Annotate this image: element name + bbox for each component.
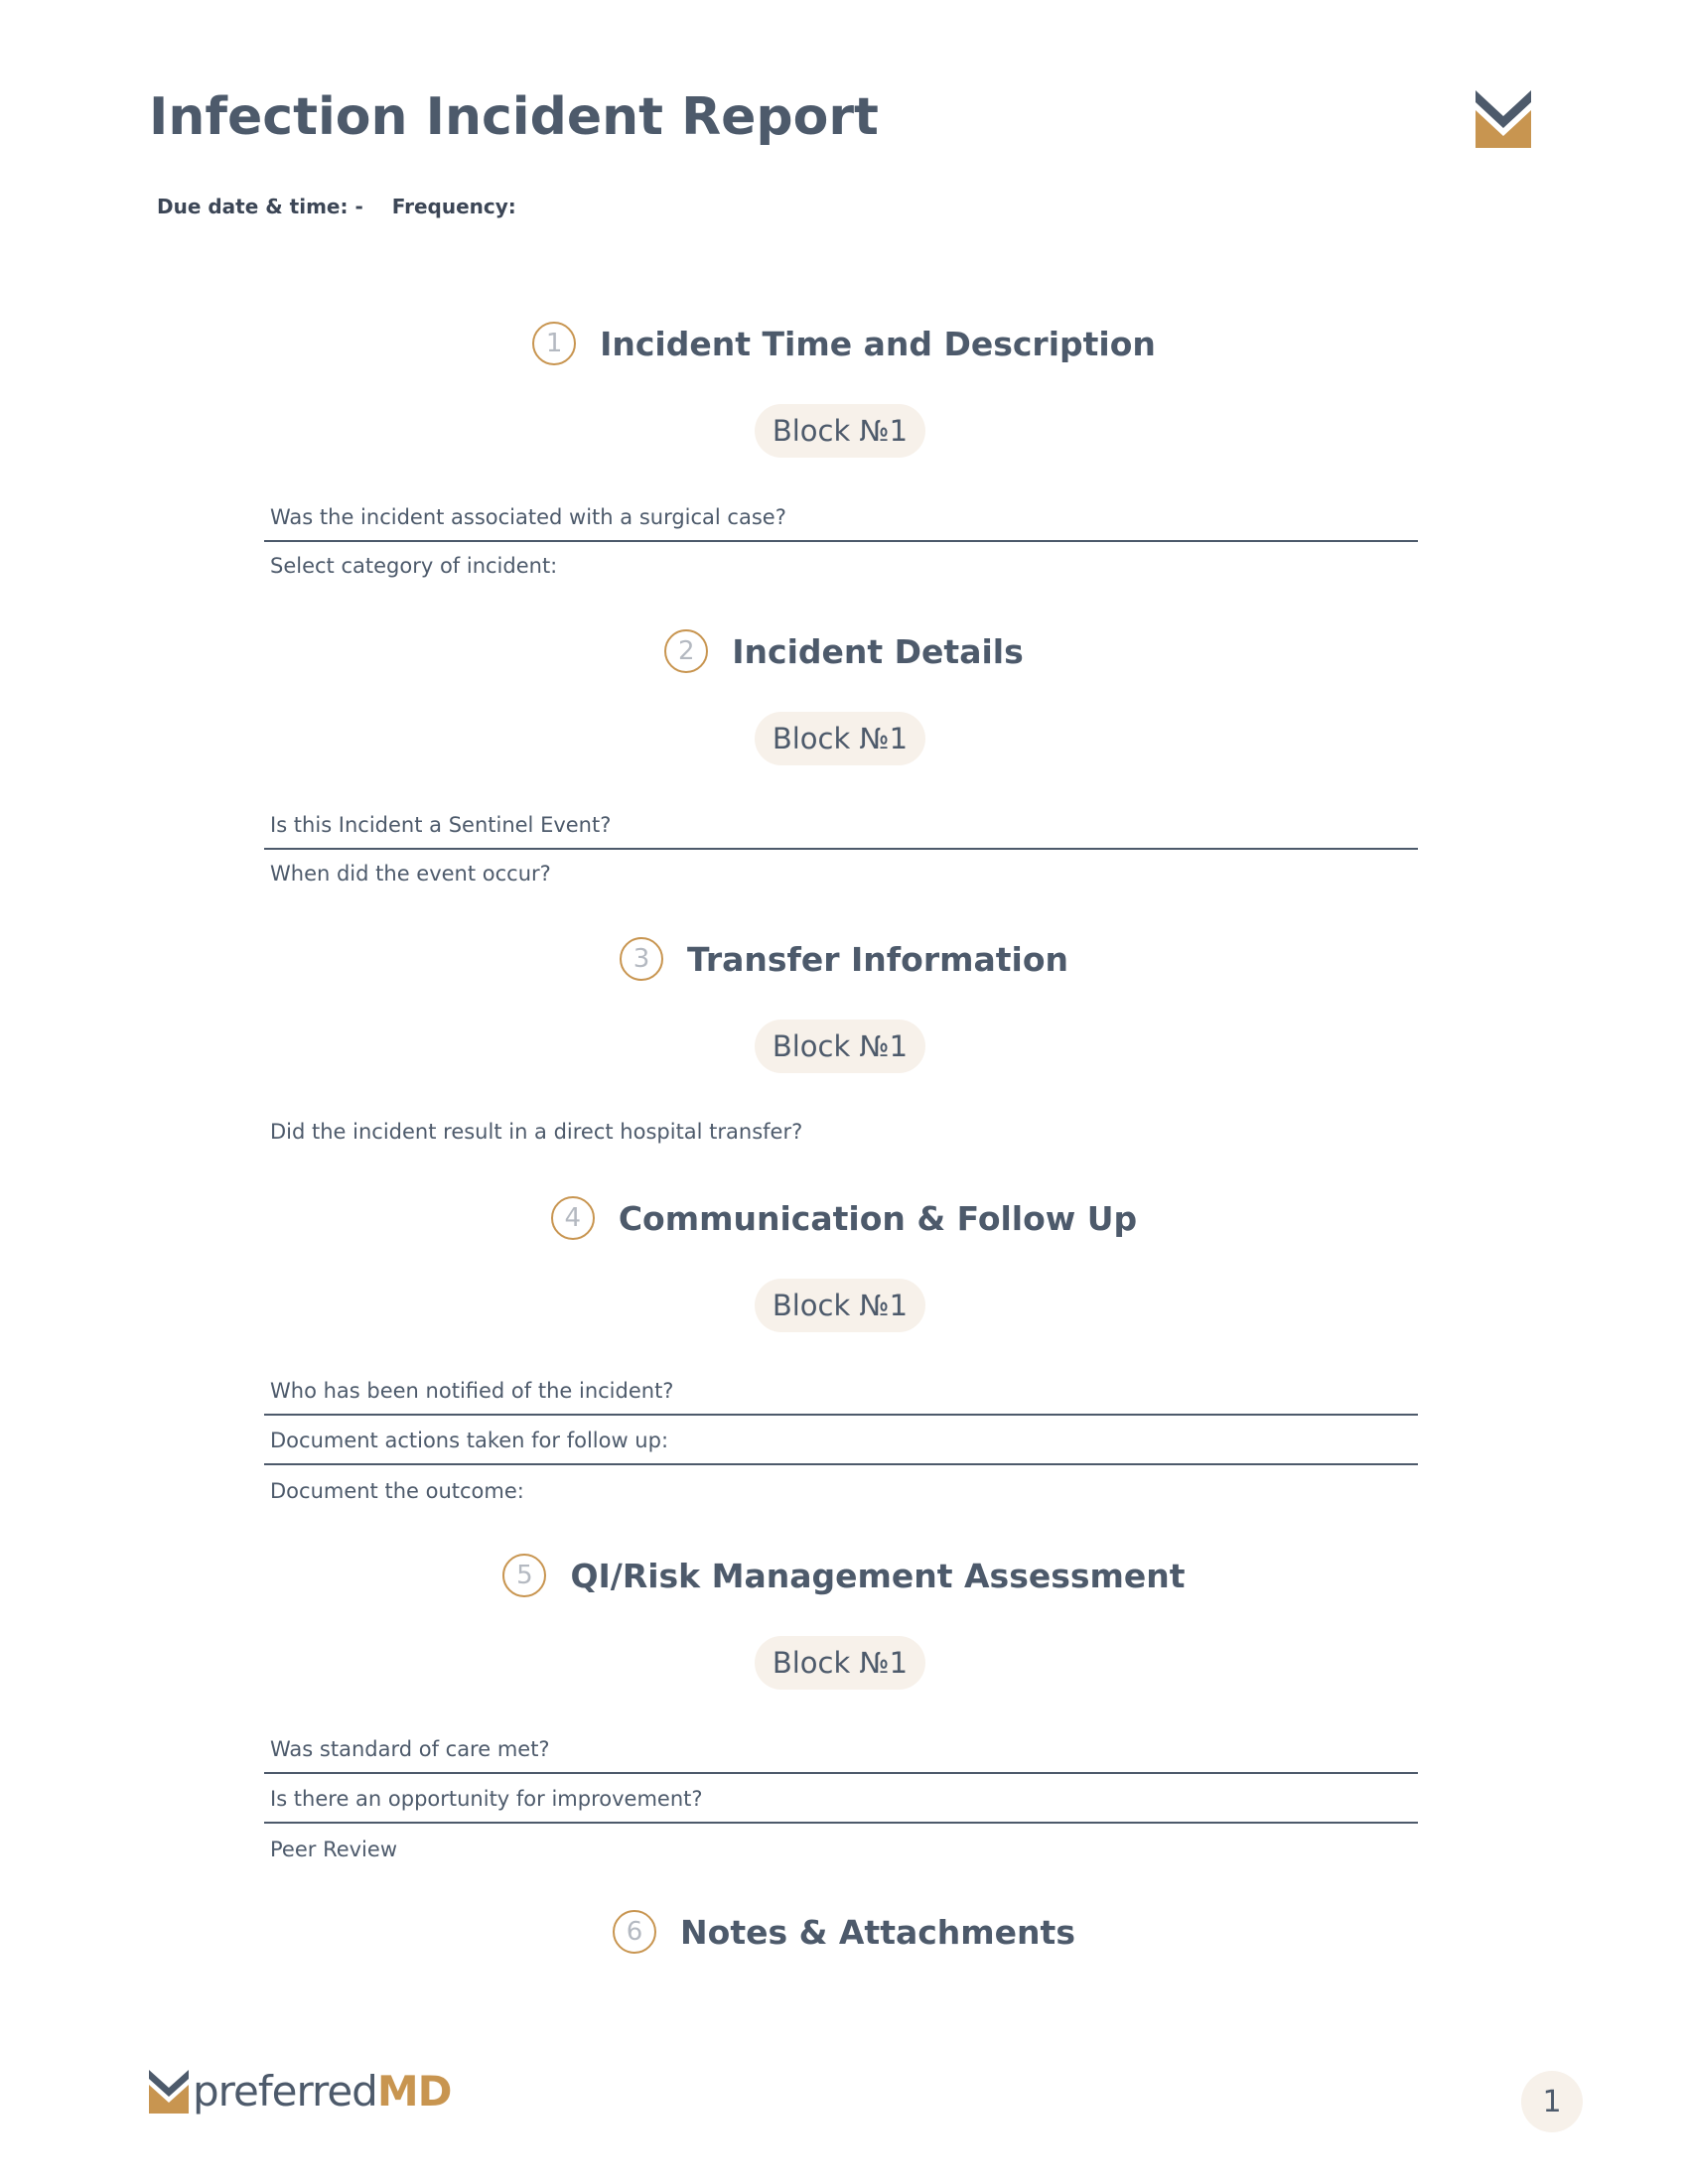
section-heading-4 bbox=[0, 1190, 1688, 1246]
section-number-1: 1 bbox=[532, 322, 576, 365]
question-follow-up-actions[interactable]: Document actions taken for follow up: bbox=[264, 1418, 1418, 1465]
section-number-4: 4 bbox=[551, 1196, 595, 1240]
brand-wordmark bbox=[193, 2067, 452, 2116]
block-pill-2: Block №1 bbox=[755, 712, 925, 765]
block-pill-3: Block №1 bbox=[755, 1020, 925, 1073]
question-event-time[interactable]: When did the event occur? bbox=[270, 862, 551, 886]
section-heading-5 bbox=[0, 1548, 1688, 1603]
frequency-label: Frequency: bbox=[391, 195, 516, 218]
section-title-4: Communication & Follow Up bbox=[618, 1198, 1138, 1238]
question-hospital-transfer[interactable]: Did the incident result in a direct hospital transfer? bbox=[270, 1120, 803, 1144]
question-peer-review[interactable]: Peer Review bbox=[270, 1838, 397, 1861]
section-heading-6 bbox=[0, 1904, 1688, 1960]
question-improvement-opportunity[interactable]: Is there an opportunity for improvement? bbox=[264, 1776, 1418, 1824]
question-surgical-case[interactable]: Was the incident associated with a surgical case? bbox=[264, 494, 1418, 542]
section-number-6: 6 bbox=[613, 1910, 656, 1954]
section-number-5: 5 bbox=[502, 1554, 546, 1597]
block-pill-4: Block №1 bbox=[755, 1279, 925, 1332]
question-standard-of-care[interactable]: Was standard of care met? bbox=[264, 1726, 1418, 1774]
question-incident-category[interactable]: Select category of incident: bbox=[270, 554, 558, 578]
section-number-2: 2 bbox=[664, 629, 708, 673]
brand-check-icon bbox=[149, 2070, 189, 2114]
page-number-badge: 1 bbox=[1521, 2071, 1583, 2132]
section-title-6: Notes & Attachments bbox=[680, 1912, 1075, 1952]
report-meta bbox=[157, 195, 538, 218]
section-title-2: Incident Details bbox=[732, 631, 1024, 671]
section-heading-2 bbox=[0, 623, 1688, 679]
question-outcome[interactable]: Document the outcome: bbox=[270, 1479, 524, 1503]
block-pill-5: Block №1 bbox=[755, 1636, 925, 1690]
section-title-5: QI/Risk Management Assessment bbox=[570, 1556, 1186, 1595]
section-heading-3 bbox=[0, 931, 1688, 987]
question-sentinel-event[interactable]: Is this Incident a Sentinel Event? bbox=[264, 802, 1418, 850]
block-pill-1: Block №1 bbox=[755, 404, 925, 458]
question-notified[interactable]: Who has been notified of the incident? bbox=[264, 1368, 1418, 1416]
section-title-1: Incident Time and Description bbox=[600, 324, 1156, 363]
brand-prefix: preferred bbox=[193, 2067, 377, 2116]
brand-suffix: MD bbox=[376, 2067, 452, 2116]
checkmark-logo-icon bbox=[1476, 90, 1531, 148]
footer-brand-logo bbox=[149, 2067, 452, 2116]
section-number-3: 3 bbox=[620, 937, 663, 981]
section-heading-1 bbox=[0, 316, 1688, 371]
section-title-3: Transfer Information bbox=[686, 939, 1069, 979]
due-date-label: Due date & time: - bbox=[157, 195, 363, 218]
page-title: Infection Incident Report bbox=[149, 87, 879, 147]
